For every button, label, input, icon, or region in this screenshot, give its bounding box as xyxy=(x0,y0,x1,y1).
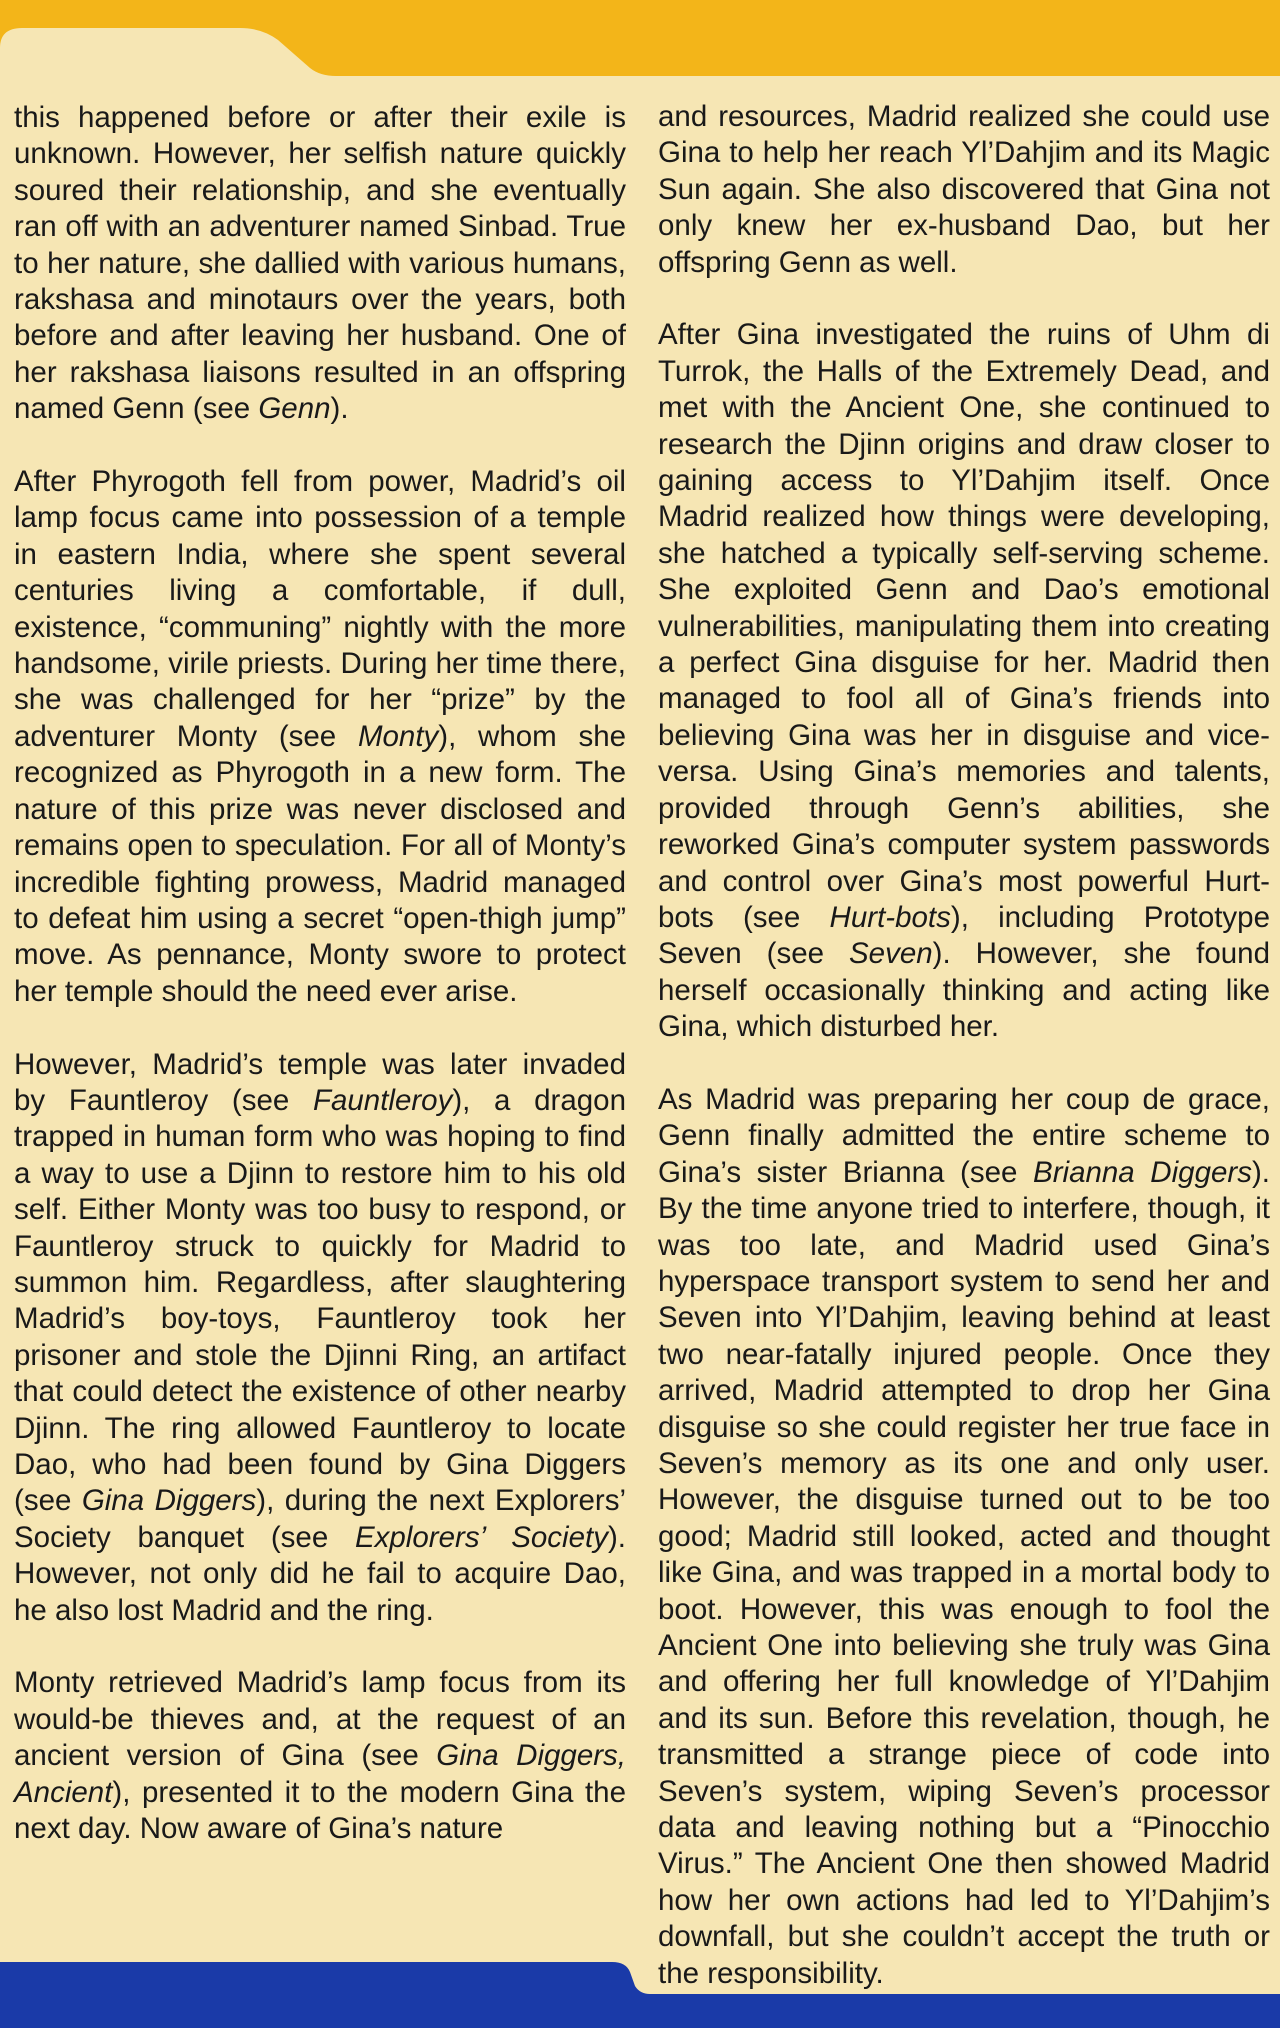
cross-reference: Hurt-bots xyxy=(829,900,951,934)
cross-reference: Explorers’ Society xyxy=(354,1520,608,1554)
cross-reference: Gina Diggers, Ancient xyxy=(14,1739,626,1809)
cross-reference: Brianna Diggers xyxy=(1033,1155,1252,1189)
paragraph: and resources, Madrid realized she could use Gina to help her reach Yl’Dahjim and its Magic Sun again. She also discovered that Gina not only knew her ex-husband Dao, but her offspring Genn as well. xyxy=(658,100,1270,279)
paragraph: After Gina investigated the ruins of Uhm di Turrok, the Halls of the Extremely Dead, and met with the Ancient One, she continued to research the Djinn origins and draw closer to gaining access to Yl’Dahjim itself. Once Madrid realized how things were developing, she hatched a typically self-serving scheme. She exploited Genn and Dao’s emotional vulnerabilities, manipulating them into creating a perfect Gina disguise for her. Madrid then managed to fool all of Gina’s friends into believing Gina was her in disguise and vice-versa. Using Gina’s memories and talents, provided through Genn’s abilities, she reworked Gina’s computer system passwords and control over Gina’s most powerful Hurt-bots (see Hurt-bots), including Prototype Seven (see Seven). However, she found herself occasionally thinking and acting like Gina, which disturbed her. xyxy=(658,318,1270,1044)
paragraph: However, Madrid’s temple was later invaded by Fauntleroy (see Fauntleroy), a dragon trapped in human form who was hoping to find a way to use a Djinn to restore him to his old self. Either Monty was too busy to respond, or Fauntleroy struck to quickly for Madrid to summon him. Regardless, after slaughtering Madrid’s boy-toys, Fauntleroy took her prisoner and stole the Djinni Ring, an artifact that could detect the existence of other nearby Djinn. The ring allowed Fauntleroy to locate Dao, who had been found by Gina Diggers (see Gina Diggers), during the next Explorers’ Society banquet (see Explorers’ Society). However, not only did he fail to acquire Dao, he also lost Madrid and the ring. xyxy=(14,1047,626,1627)
paragraph: this happened before or after their exile is unknown. However, her selfish nature quickly soured their relationship, and she eventually ran off with an adventurer named Sinbad. True to her nature, she dallied with various humans, rakshasa and minotaurs over the years, both before and after leaving her husband. One of her rakshasa liaisons resulted in an offspring named Genn (see Genn). xyxy=(14,101,626,426)
right-column xyxy=(658,99,1270,1992)
paragraph: After Phyrogoth fell from power, Madrid’s oil lamp focus came into possession of a temple in eastern India, where she spent several centuries living a comfortable, if dull, existence, “communing” nightly with the more handsome, virile priests. During her time there, she was challenged for her “prize” by the adventurer Monty (see Monty), whom she recognized as Phyrogoth in a new form. The nature of this prize was never disclosed and remains open to speculation. For all of Monty’s incredible fighting prowess, Madrid managed to defeat him using a secret “open-thigh jump” move. As pennance, Monty swore to protect her temple should the need ever arise. xyxy=(14,465,627,1008)
paragraph: As Madrid was preparing her coup de grace, Genn finally admitted the entire scheme to Gina’s sister Brianna (see Brianna Diggers). By the time anyone tried to interfere, though, it was too late, and Madrid used Gina’s hyperspace transport system to send her and Seven into Yl’Dahjim, leaving behind at least two near-fatally injured people. Once they arrived, Madrid attempted to drop her Gina disguise so she could register her true face in Seven’s memory as its one and only user. However, the disguise turned out to be too good; Madrid still looked, acted and thought like Gina, and was trapped in a mortal body to boot. However, this was enough to fool the Ancient One into believing she truly was Gina and offering her full knowledge of Yl’Dahjim and its sun. Before this revelation, though, he transmitted a strange piece of code into Seven’s system, wiping Seven’s processor data and leaving nothing but a “Pinocchio Virus.” The Ancient One then showed Madrid how her own actions had led to Yl’Dahjim’s downfall, but she couldn’t accept the truth or the responsibility. xyxy=(658,1082,1270,1990)
left-column xyxy=(14,100,626,1847)
cross-reference: Monty xyxy=(357,719,439,753)
cross-reference: Genn xyxy=(258,392,331,426)
paragraph: Monty retrieved Madrid’s lamp focus from its would-be thieves and, at the request of an ancient version of Gina (see Gina Diggers, Ancient), presented it to the modern Gina the next day. Now aware of Gina’s nature xyxy=(14,1666,626,1846)
cross-reference: Gina Diggers xyxy=(81,1484,257,1518)
cross-reference: Fauntleroy xyxy=(312,1083,453,1117)
cross-reference: Seven xyxy=(849,937,933,971)
